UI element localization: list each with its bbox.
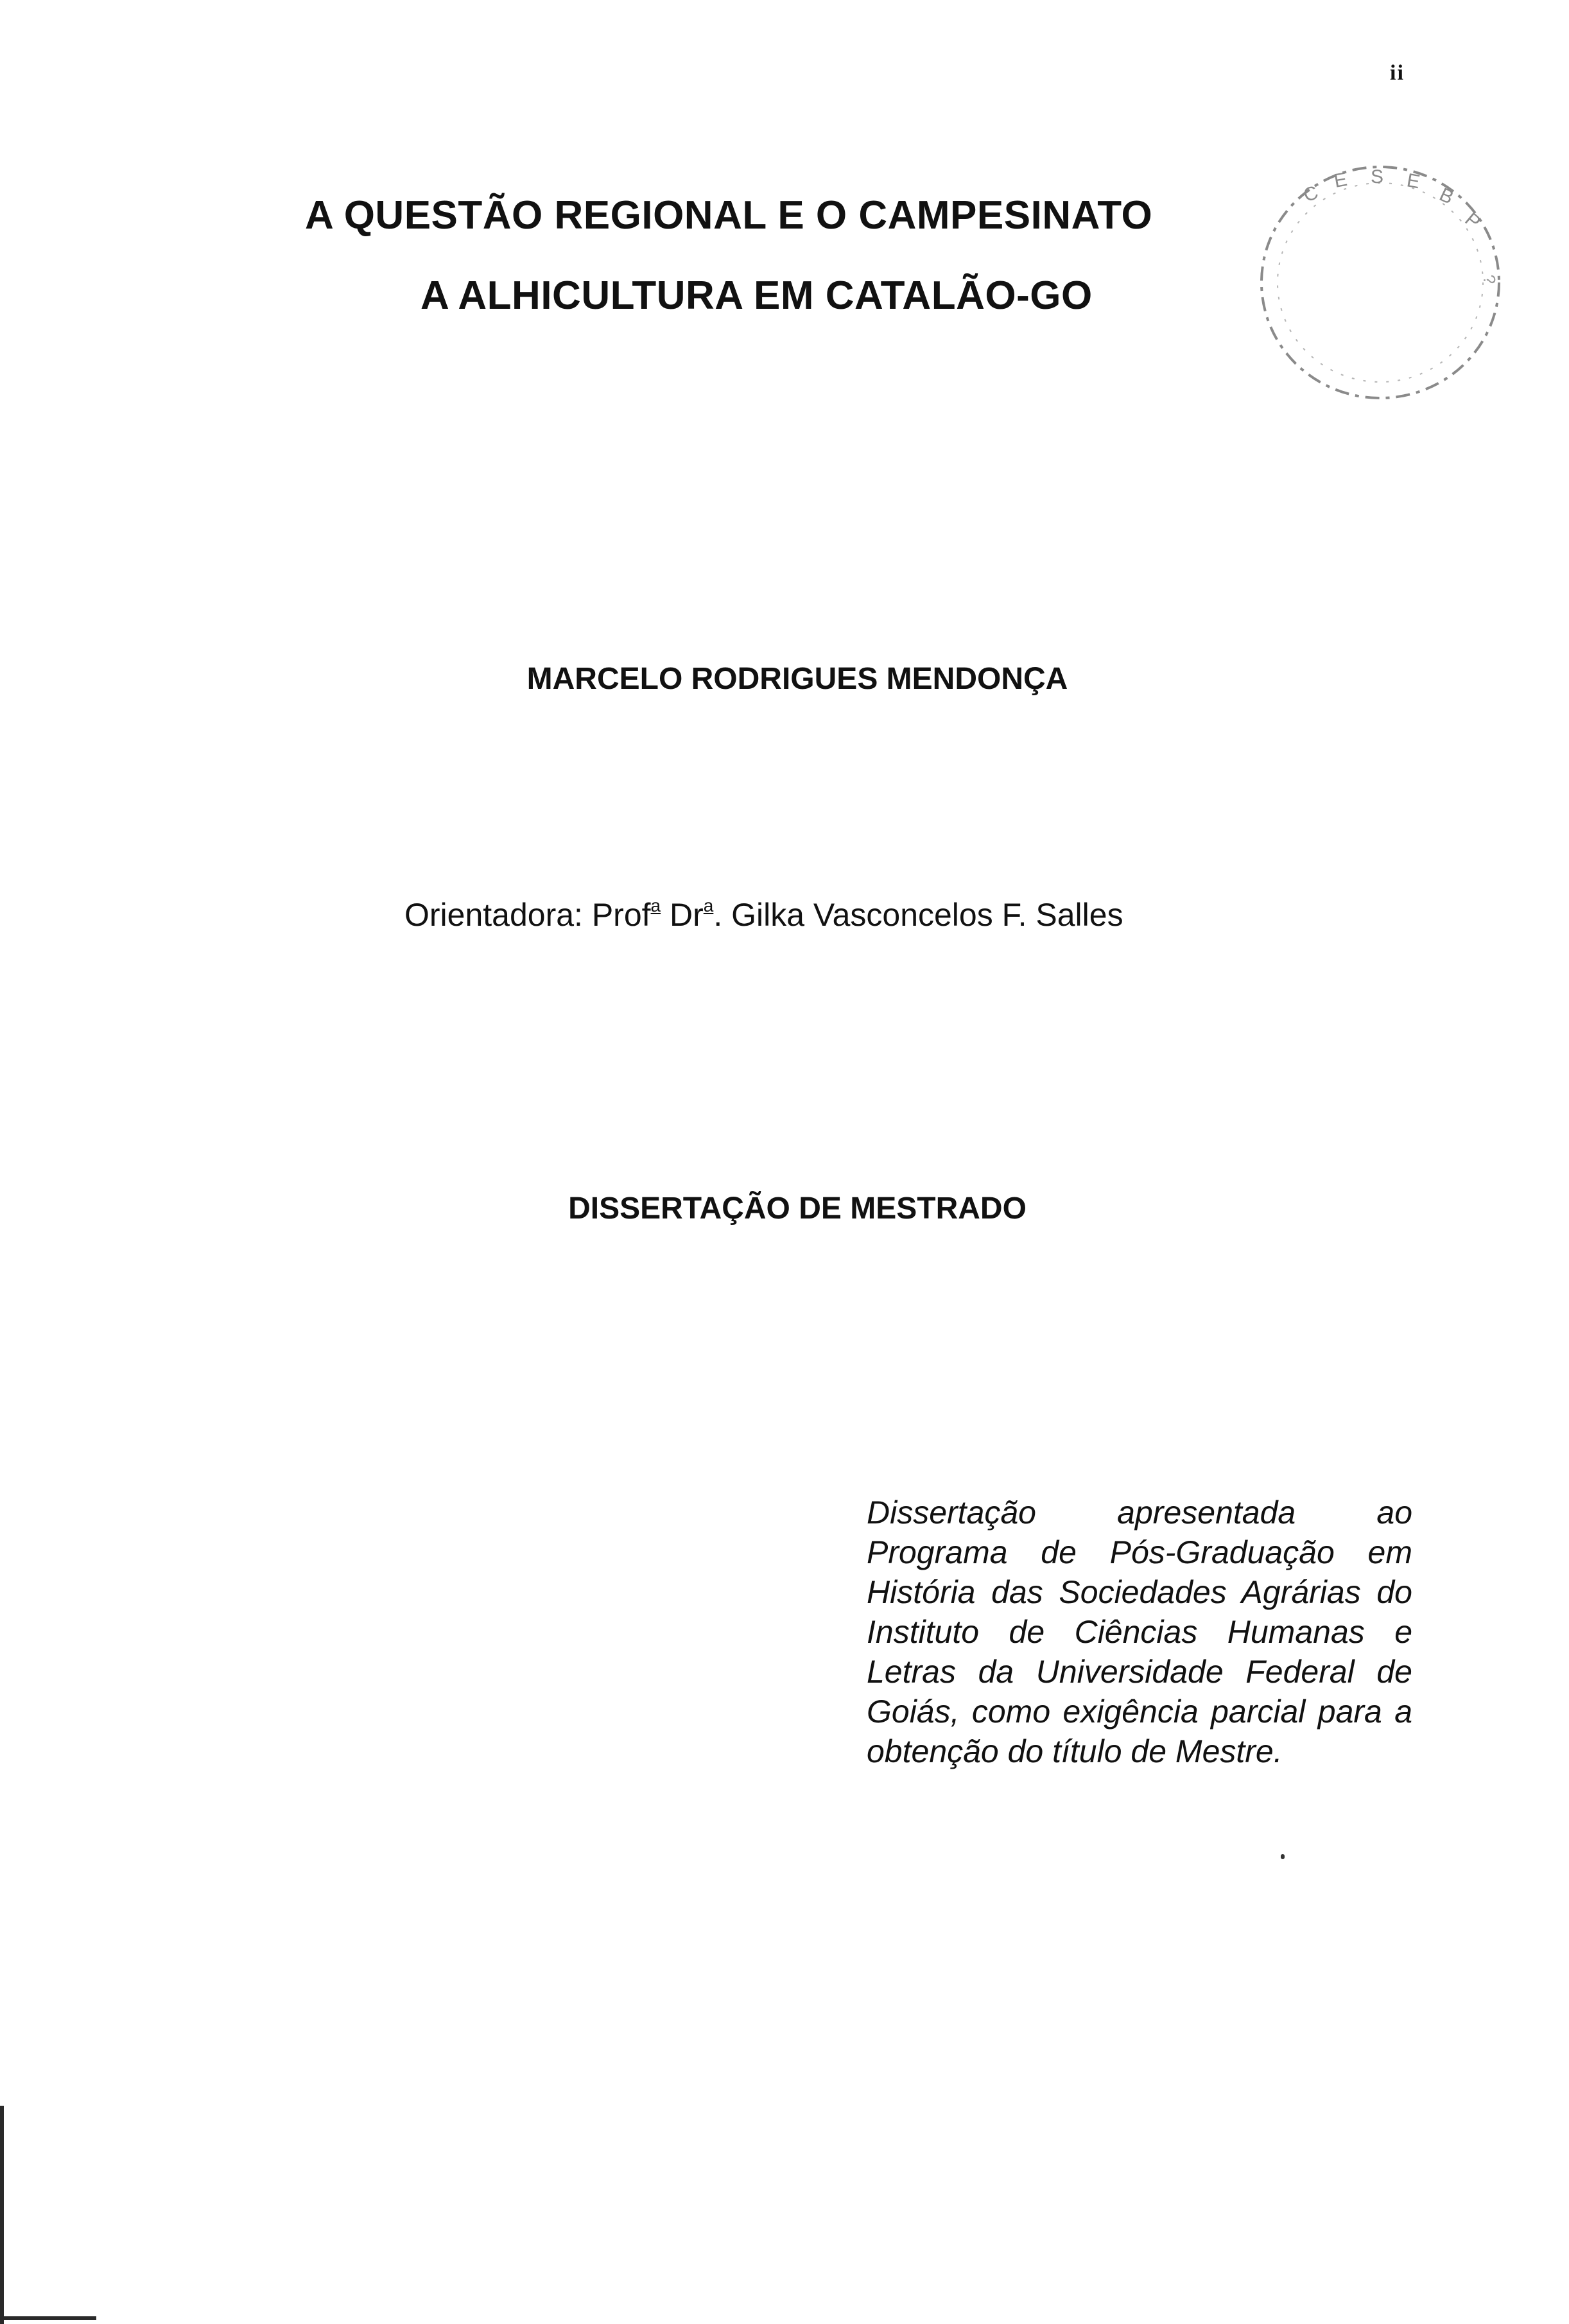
svg-text:?: ? [1479,273,1500,286]
description-text: Dissertação apresentada ao Programa de Pós-Graduação em História das Sociedades Agrárias do Instituto de Ciências Humanas e Letras da Universidade Federal de Goiás, como exigência parcial para a obtenção do título de Mestre. [867,1495,1412,1769]
page-number: ii [1390,61,1405,85]
library-stamp [1245,148,1515,417]
svg-text:E: E [1332,168,1349,192]
degree-heading: DISSERTAÇÃO DE MESTRADO [568,1192,1027,1226]
advisor-dr: Dr [661,897,704,933]
advisor-name: . Gilka Vasconcelos F. Salles [713,897,1123,933]
scan-bottom-line [0,2316,96,2320]
title-line-1: A QUESTÃO REGIONAL E O CAMPESINATO [305,193,1153,238]
advisor-dr-superscript: a [703,896,714,915]
svg-text:C: C [1301,182,1321,207]
svg-text:E: E [1405,169,1422,193]
svg-text:B: B [1436,184,1457,209]
scan-speck [1281,1854,1285,1859]
advisor-label: Orientadora: Prof [404,897,651,933]
scan-margin-line [0,2106,4,2324]
dissertation-description [867,1493,1412,1771]
svg-text:P: P [1461,209,1485,234]
author-name: MARCELO RODRIGUES MENDONÇA [526,662,1068,696]
advisor-prof-superscript: a [650,896,661,915]
advisor-line [404,896,1123,933]
title-line-2: A ALHICULTURA EM CATALÃO-GO [420,273,1093,318]
svg-text:S: S [1371,166,1384,187]
